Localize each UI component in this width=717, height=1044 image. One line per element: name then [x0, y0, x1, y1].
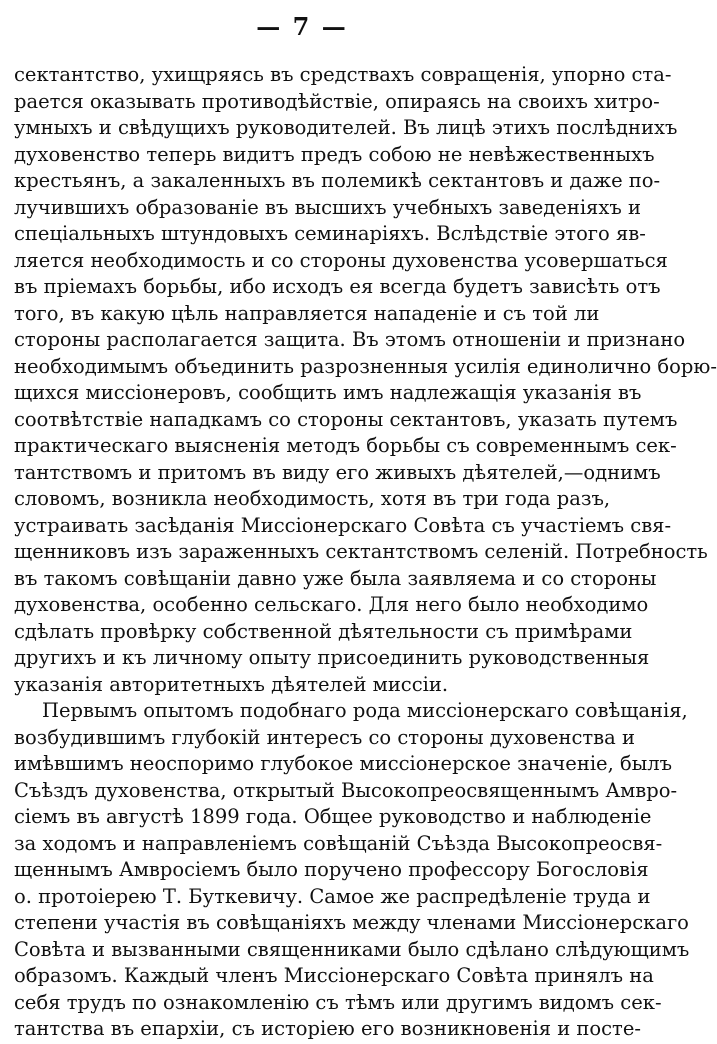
text-line: соотвѣтствіе нападкамъ со стороны сектантовъ, указать путемъ	[14, 407, 678, 431]
text-line: Съѣздъ духовенства, открытый Высокопреосвященнымъ Амвро-	[14, 778, 678, 802]
text-line: тантства въ епархіи, съ исторіею его возникновенія и посте-	[14, 1017, 641, 1040]
text-line: спеціальныхъ штундовыхъ семинаріяхъ. Вслѣдствіе этого яв-	[14, 222, 646, 245]
text-line: возбудившимъ глубокій интересъ со стороны духовенства и	[14, 725, 635, 749]
text-line: стороны располагается защита. Въ этомъ отношеніи и признано	[14, 328, 686, 351]
text-line: необходимымъ объединить разрозненныя усилія единолично борю-	[14, 354, 717, 378]
body-text	[14, 62, 717, 1043]
text-line: духовенства, особенно сельскаго. Для него было необходимо	[14, 593, 649, 616]
text-line: себя трудъ по ознакомленію съ тѣмъ или другимъ видомъ сек-	[14, 990, 662, 1014]
text-line: щенниковъ изъ зараженныхъ сектантствомъ селеній. Потребность	[14, 540, 708, 563]
book-page	[14, 0, 717, 1044]
text-line: степени участія въ совѣщаніяхъ между членами Миссіонерскаго	[14, 911, 689, 934]
text-line: крестьянъ, а закаленныхъ въ полемикѣ сектантовъ и даже по-	[14, 169, 661, 192]
text-line: имѣвшимъ неоспоримо глубокое миссіонерское значеніе, былъ	[14, 752, 673, 775]
text-line: сіемъ въ августѣ 1899 года. Общее руководство и наблюденіе	[14, 805, 652, 828]
text-line: рается оказывать противодѣйствіе, опираясь на своихъ хитро-	[14, 89, 660, 113]
text-line: указанія авторитетныхъ дѣятелей миссіи.	[14, 672, 449, 696]
text-line: сдѣлать провѣрку собственной дѣятельности съ примѣрами	[14, 619, 633, 643]
text-line: о. протоіерею Т. Буткевичу. Самое же распредѣленіе труда и	[14, 884, 651, 908]
text-line: щихся миссіонеровъ, сообщить имъ надлежащія указанія въ	[14, 381, 642, 404]
text-line: за ходомъ и направленіемъ совѣщаній Съѣзда Высокопреосвя-	[14, 831, 663, 855]
text-line: умныхъ и свѣдущихъ руководителей. Въ лицѣ этихъ послѣднихъ	[14, 116, 678, 139]
text-line: сектантство, ухищряясь въ средствахъ совращенія, упорно ста-	[14, 63, 672, 86]
text-line: щеннымъ Амвросіемъ было поручено профессору Богословія	[14, 858, 649, 881]
text-line: духовенство теперь видитъ предъ собою не невѣжественныхъ	[14, 142, 655, 166]
text-line: того, въ какую цѣль направляется нападеніе и съ той ли	[14, 301, 600, 325]
paragraph-1	[14, 62, 717, 698]
text-line: словомъ, возникла необходимость, хотя въ три года разъ,	[14, 487, 611, 510]
page-number: — 7 —	[256, 12, 348, 41]
paragraph-2	[14, 698, 690, 1043]
text-line: другихъ и къ личному опыту присоединить руководственныя	[14, 646, 650, 669]
text-line: ляется необходимость и со стороны духовенства усовершаться	[14, 248, 668, 272]
text-line: Первымъ опытомъ подобнаго рода миссіонерскаго совѣщанія,	[42, 699, 688, 722]
text-line: Совѣта и вызванными священниками было сдѣлано слѣдующимъ	[14, 937, 690, 961]
text-line: образомъ. Каждый членъ Миссіонерскаго Совѣта принялъ на	[14, 964, 654, 987]
text-line: въ пріемахъ борьбы, ибо исходъ ея всегда будетъ зависѣть отъ	[14, 275, 661, 298]
text-line: лучившихъ образованіе въ высшихъ учебныхъ заведеніяхъ и	[14, 195, 641, 219]
text-line: устраивать засѣданія Миссіонерскаго Совѣта съ участіемъ свя-	[14, 513, 672, 537]
text-line: практическаго выясненія методъ борьбы съ современнымъ сек-	[14, 434, 677, 457]
text-line: тантствомъ и притомъ въ виду его живыхъ дѣятелей,—однимъ	[14, 460, 661, 484]
text-line: въ такомъ совѣщаніи давно уже была заявляема и со стороны	[14, 566, 657, 590]
